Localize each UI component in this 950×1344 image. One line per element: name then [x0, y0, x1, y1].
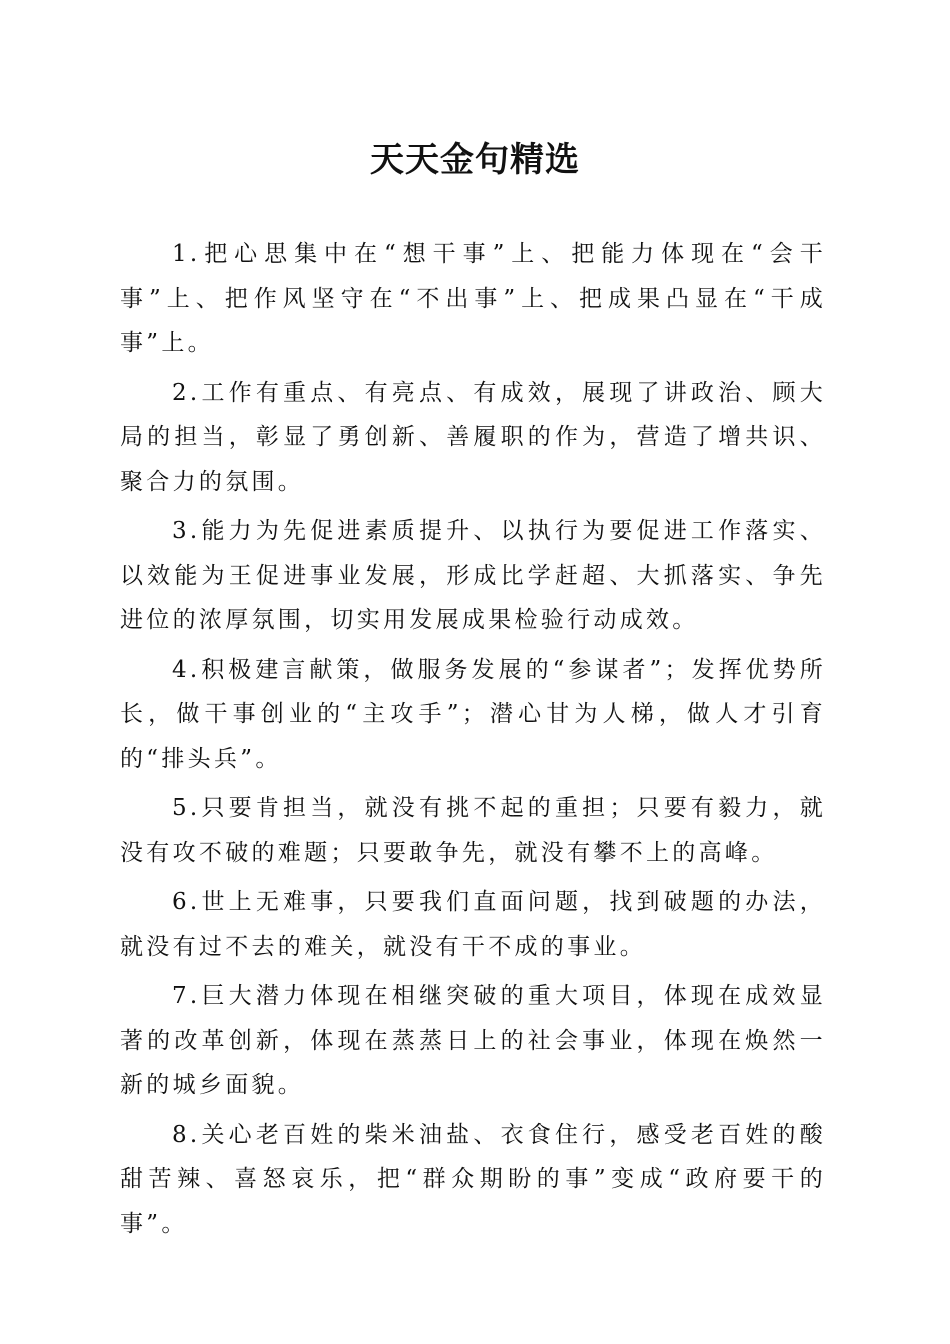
document-body	[120, 232, 826, 1251]
paragraph-1: 1.把心思集中在“想干事”上、把能力体现在“会干事”上、把作风坚守在“不出事”上、把成果凸显在“干成事”上。	[120, 241, 826, 356]
paragraph-3: 3.能力为先促进素质提升、以执行为要促进工作落实、以效能为王促进事业发展，形成比学赶超、大抓落实、争先进位的浓厚氛围，切实用发展成果检验行动成效。	[120, 518, 826, 633]
paragraph-7: 7.巨大潜力体现在相继突破的重大项目，体现在成效显著的改革创新，体现在蒸蒸日上的社会事业，体现在焕然一新的城乡面貌。	[120, 983, 826, 1098]
paragraph-5: 5.只要肯担当，就没有挑不起的重担；只要有毅力，就没有攻不破的难题；只要敢争先，就没有攀不上的高峰。	[120, 795, 826, 866]
paragraph-8: 8.关心老百姓的柴米油盐、衣食住行，感受老百姓的酸甜苦辣、喜怒哀乐，把“群众期盼的事”变成“政府要干的事”。	[120, 1121, 826, 1237]
paragraph-4: 4.积极建言献策，做服务发展的“参谋者”；发挥优势所长，做干事创业的“主攻手”；潜心甘为人梯，做人才引育的“排头兵”。	[120, 656, 826, 772]
document-title: 天天金句精选	[370, 140, 580, 180]
paragraph-6: 6.世上无难事，只要我们直面问题，找到破题的办法，就没有过不去的难关，就没有干不成的事业。	[120, 889, 826, 960]
paragraph-2: 2.工作有重点、有亮点、有成效，展现了讲政治、顾大局的担当，彰显了勇创新、善履职的作为，营造了增共识、聚合力的氛围。	[120, 379, 826, 495]
